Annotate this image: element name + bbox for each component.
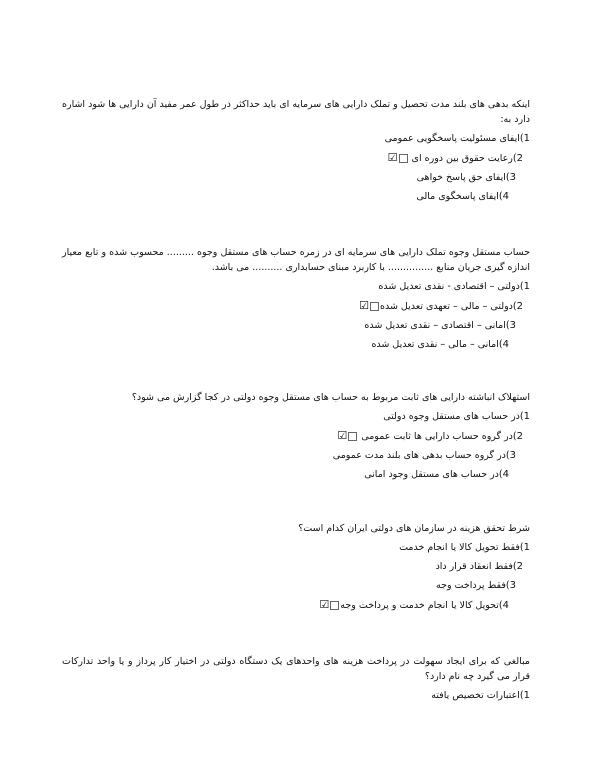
option-3[interactable]: 3)امانی – اقتصادی – نقدی تعدیل شده <box>364 320 516 331</box>
question-4 <box>62 521 530 617</box>
checkbox-icon <box>348 432 357 441</box>
option-4[interactable]: 4)ایفای پاسخگوی مالی <box>416 191 509 202</box>
option-1[interactable]: 1)ایفای مسئولیت پاسخگویی عمومی <box>384 133 530 144</box>
option-1[interactable]: 1)دولتی – اقتصادی - نقدی تعدیل شده <box>378 281 530 292</box>
option-3[interactable]: 3)فقط پرداخت وجه <box>435 580 516 591</box>
option-2[interactable]: 2)رعایت حقوق بین دوره ای ☑ <box>387 151 523 164</box>
option-3[interactable]: 3)در گروه حساب بدهی های بلند مدت عمومی <box>332 450 516 461</box>
question-text: مبالغی که برای ایجاد سهولت در پرداخت هزینه های واحدهای یک دستگاه دولتی در اختیار کار پرداز و یا واحد تدارکات قرار می گیرد چه نام دارد؟ <box>62 656 530 682</box>
option-4[interactable]: 4)در حساب های مستقل وجود امانی <box>364 469 509 480</box>
question-text: حساب مستقل وجوه تملک دارایی های سرمایه ای در زمره حساب های مستقل وجوه ......... محسوب شده و تابع معیار اندازه گیری جریان منابع ............... با کاربرد مبنای حسابداری .......... می باشد. <box>62 247 530 273</box>
checkmark-icon: ☑ <box>359 299 369 312</box>
question-1 <box>62 97 530 208</box>
question-text: شرط تحقق هزینه در سازمان های دولتی ایران کدام است؟ <box>298 523 530 534</box>
question-text: اینکه بدهی های بلند مدت تحصیل و تملک دارایی های سرمایه ای باید حداکثر در طول عمر مفید آن دارایی ها شود اشاره دارد به: <box>62 99 530 125</box>
question-2 <box>62 245 530 356</box>
question-text: استهلاک انباشته دارایی های ثابت مربوط به حساب های مستقل وجوه دولتی در کجا گزارش می شود؟ <box>131 392 530 403</box>
checkmark-icon: ☑ <box>319 598 330 611</box>
checkmark-icon: ☑ <box>337 429 348 442</box>
question-3 <box>62 390 530 486</box>
checkbox-icon <box>330 601 339 610</box>
option-4[interactable]: 4)تحویل کالا یا انجام خدمت و پرداخت وجه☑ <box>319 598 509 611</box>
option-2[interactable]: 2)فقط انعقاد قرار داد <box>435 561 523 572</box>
option-1[interactable]: 1)فقط تحویل کالا یا انجام خدمت <box>399 542 530 553</box>
option-4[interactable]: 4)امانی – مالی – نقدی تعدیل شده <box>371 339 509 350</box>
option-3[interactable]: 3)ایفای حق پاسخ خواهی <box>416 172 516 183</box>
checkmark-icon: ☑ <box>387 151 398 164</box>
option-1[interactable]: 1)اعتبارات تخصیص یافته <box>431 690 530 701</box>
option-1[interactable]: 1)در حساب های مستقل وجوه دولتی <box>383 411 530 422</box>
checkbox-icon <box>399 154 408 163</box>
question-5 <box>62 654 530 707</box>
option-2[interactable]: 2)در گروه حساب دارایی ها ثابت عمومی ☑ <box>337 429 523 442</box>
option-2[interactable]: 2)دولتی – مالی – تعهدی تعدیل شده☑ <box>359 299 523 312</box>
checkbox-icon <box>370 302 379 311</box>
